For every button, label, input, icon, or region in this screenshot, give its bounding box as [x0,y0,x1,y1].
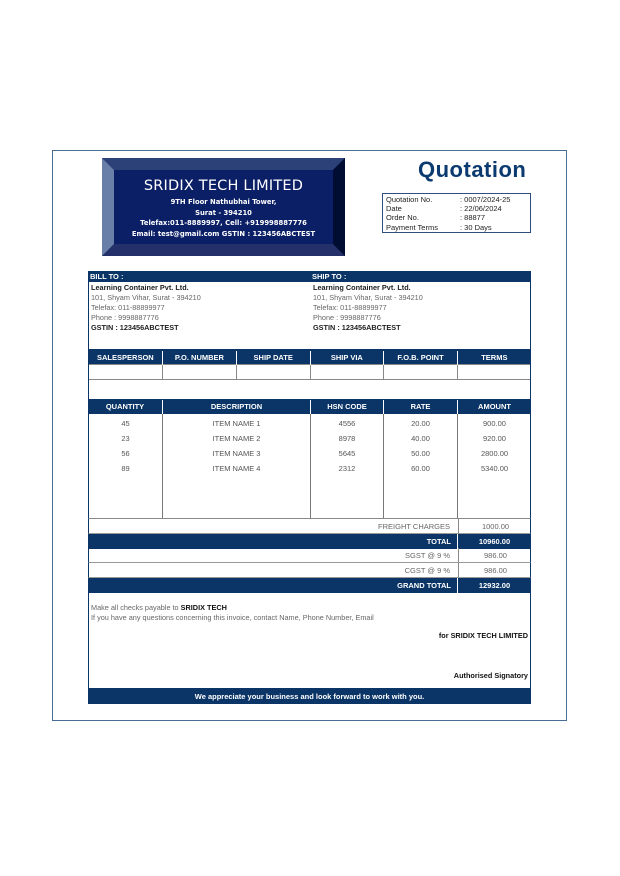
company-name: SRIDIX TECH LIMITED [143,178,304,194]
bill-ship-header [88,271,531,282]
quotation-meta-box [382,193,531,233]
freight-charges-value: 1000.00 [481,522,510,531]
cgst-row: CGST @ 9 % 986.00 [88,563,531,578]
meta-row-order-no: Order No. : 88877 [386,213,486,223]
thank-you-banner: We appreciate your business and look forward to work with you. [88,689,531,704]
bill-to-heading: BILL TO : [90,272,124,281]
company-contact: Telefax:011-8889997, Cell: +919998887776 [140,219,307,227]
meta-row-payment-terms: Payment Terms : 30 Days [386,222,492,232]
col-po-number: P.O. NUMBER [163,350,236,365]
authorised-signatory-label: Authorised Signatory [453,671,528,680]
sgst-value: 986.00 [484,551,507,560]
bill-ship-section [88,271,531,349]
for-company-label: for SRIDIX TECH LIMITED [438,631,528,640]
col-terms: TERMS [458,350,531,365]
col-fob-point: F.O.B. POINT [383,350,457,365]
col-description: DESCRIPTION [162,400,310,414]
ship-to-heading: SHIP TO : [312,272,347,281]
items-table-body [88,414,531,519]
company-header-box [102,158,345,256]
total-value: 10960.00 [478,537,511,546]
col-ship-date: SHIP DATE [236,350,310,365]
items-table-header [88,400,531,414]
sgst-row: SGST @ 9 % 986.00 [88,548,531,563]
spacer-row [88,380,531,400]
document-title: Quotation [418,157,527,182]
company-address-line2: Surat - 394210 [195,208,252,217]
company-address-line1: 9TH Floor Nathubhai Tower, [170,198,277,206]
col-ship-via: SHIP VIA [310,350,383,365]
col-amount: AMOUNT [457,400,531,414]
grand-total-value: 12932.00 [478,581,511,590]
freight-charges-row: FREIGHT CHARGES 1000.00 [88,519,531,534]
col-rate: RATE [383,400,457,414]
ship-to-address: Learning Container Pvt. Ltd. 101, Shyam Vihar, Surat - 394210 Telefax: 011-88899977 Phone : 9998887776 GSTIN : 123456ABCTEST [313,283,423,332]
meta-row-date: Date : 22/06/2024 [386,204,502,214]
item-row: 56 ITEM NAME 3 5645 50.00 2800.00 [121,449,509,458]
col-salesperson: SALESPERSON [89,350,163,365]
item-row: 23 ITEM NAME 2 8978 40.00 920.00 [121,434,506,443]
footer-notes [88,592,531,689]
bill-to-address: Learning Container Pvt. Ltd. 101, Shyam Vihar, Surat - 394210 Telefax: 011-88899977 Phone : 9998887776 GSTIN : 123456ABCTEST [91,283,201,332]
grand-total-row: GRAND TOTAL 12932.00 [88,578,531,593]
col-quantity: QUANTITY [105,402,145,411]
meta-row-quotation-no: Quotation No. : 0007/2024-25 [386,195,511,204]
company-email-gstin: Email: test@gmail.com GSTIN : 123456ABCTEST [131,229,316,238]
item-row: 89 ITEM NAME 4 2312 60.00 5340.00 [121,464,509,473]
item-row: 45 ITEM NAME 1 4556 20.00 900.00 [121,419,506,428]
cgst-value: 986.00 [484,566,507,575]
col-hsn-code: HSN CODE [310,400,383,414]
total-row: TOTAL 10960.00 [88,534,531,549]
questions-note: If you have any questions concerning this invoice, contact Name, Phone Number, Email [91,613,374,622]
checks-payable-note: Make all checks payable to SRIDIX TECH [91,603,227,612]
